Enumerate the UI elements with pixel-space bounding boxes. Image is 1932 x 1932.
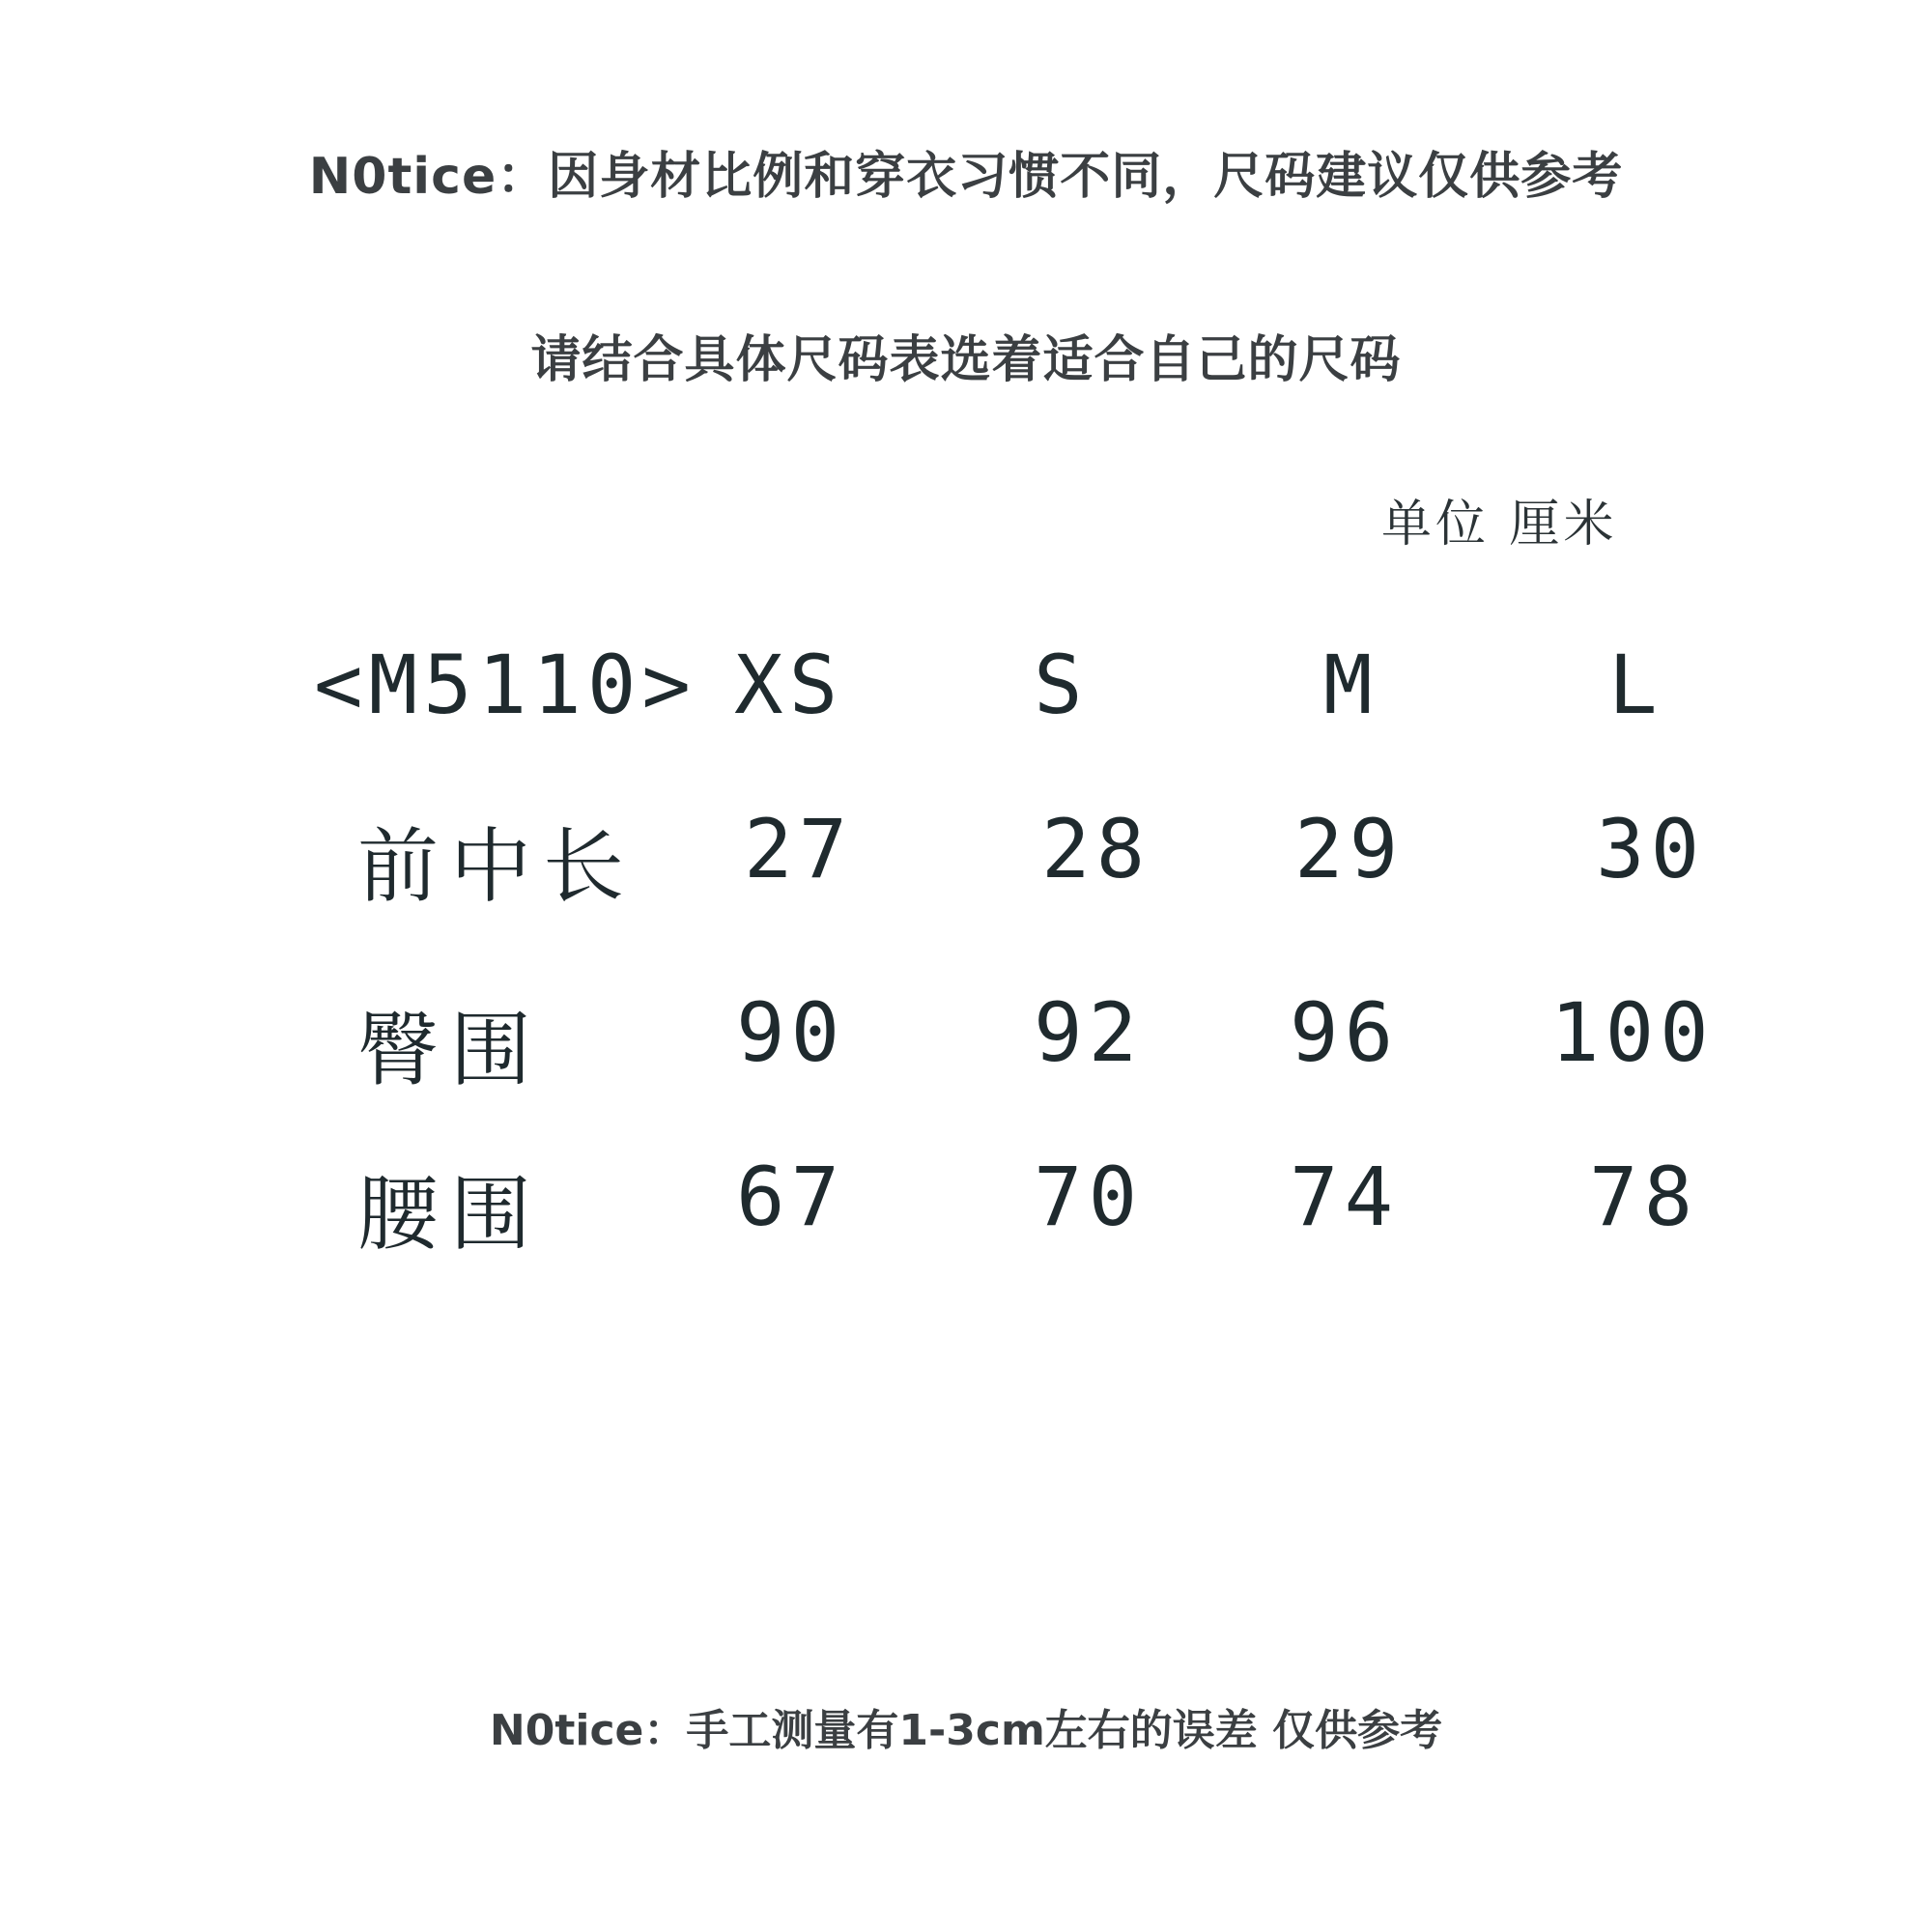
size-header-m: M: [1323, 638, 1378, 732]
size-header-l: L: [1608, 638, 1663, 732]
model-code: <M5110>: [314, 638, 697, 732]
row-label-hip: 臀围: [357, 1003, 544, 1097]
table-cell: 78: [1589, 1150, 1699, 1244]
notice-top: N0tice：因身材比例和穿衣习惯不同，尺码建议仅供参考: [308, 148, 1624, 206]
table-cell: 92: [1034, 985, 1144, 1080]
table-cell: 74: [1290, 1150, 1400, 1244]
notice-subtitle: 请结合具体尺码表选着适合自己的尺码: [530, 331, 1402, 389]
table-cell: 70: [1034, 1150, 1144, 1244]
table-cell: 90: [736, 985, 846, 1080]
size-header-xs: XS: [734, 638, 844, 732]
row-label-waist: 腰围: [357, 1167, 544, 1262]
size-header-s: S: [1034, 638, 1089, 732]
table-cell: 29: [1294, 802, 1405, 896]
table-cell: 27: [744, 802, 854, 896]
table-cell: 28: [1041, 802, 1151, 896]
table-cell: 96: [1290, 985, 1400, 1080]
unit-label: 单位 厘米: [1381, 496, 1618, 554]
row-label-front-length: 前中长: [357, 819, 637, 914]
notice-bottom: N0tice：手工测量有1-3cm左右的误差 仅供参考: [489, 1706, 1443, 1755]
table-cell: 30: [1596, 802, 1706, 896]
table-cell: 100: [1550, 985, 1715, 1080]
table-cell: 67: [736, 1150, 846, 1244]
